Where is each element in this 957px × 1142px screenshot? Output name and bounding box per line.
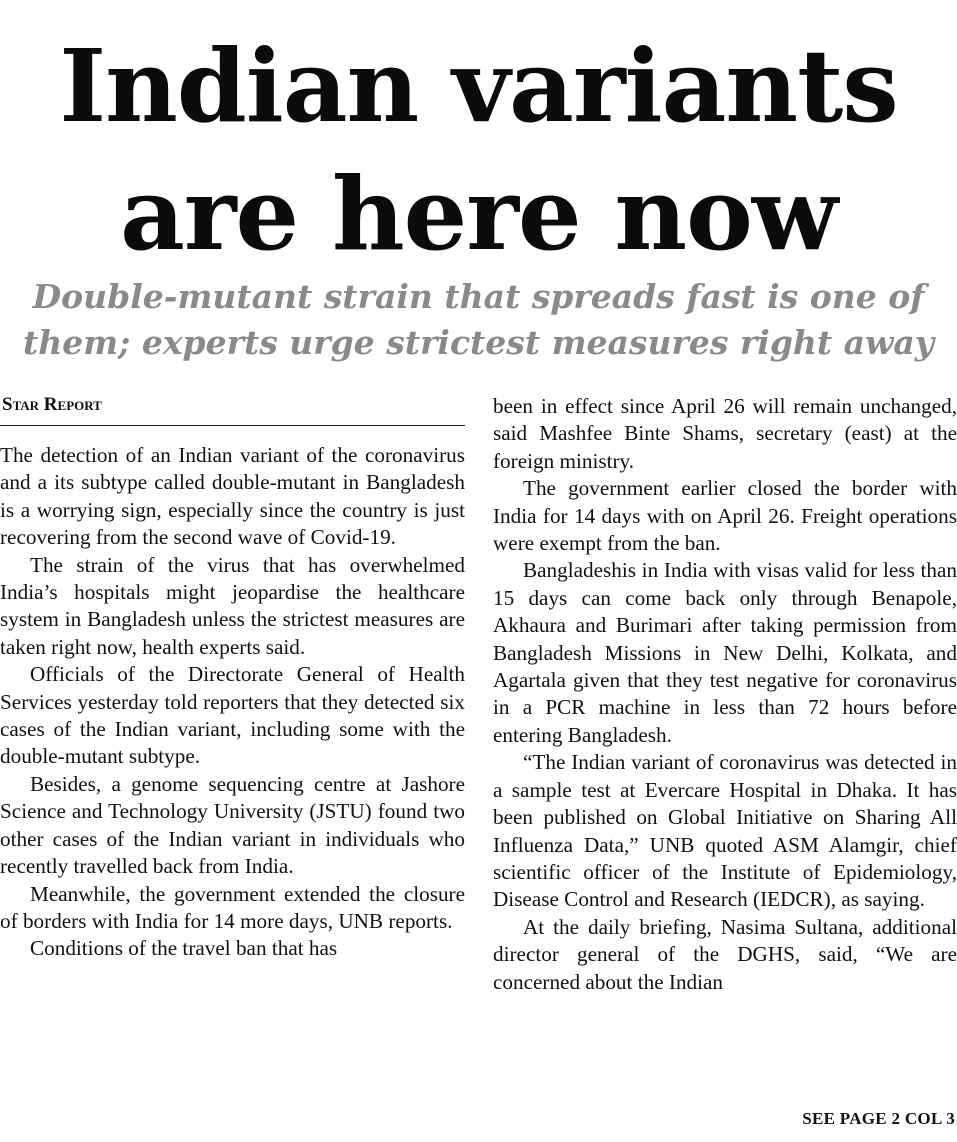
deck-line-2: them; experts urge strictest measures right away bbox=[23, 323, 934, 362]
paragraph: “The Indian variant of coronavirus was detected in a sample test at Evercare Hospital in Dhaka. It has been published on Global Initiative on Sharing All Influenza Data,” UNB quoted ASM Alamgir, chief scientific officer of the Institute of Epidemiology, Disease Control and Research (IEDCR), as saying. bbox=[493, 750, 957, 912]
headline-line-2: are here now bbox=[120, 155, 837, 273]
deck-line-1: Double-mutant strain that spreads fast is one of bbox=[32, 277, 925, 316]
paragraph: Besides, a genome sequencing centre at Jashore Science and Technology University (JSTU) found two other cases of the Indian variant in individuals who recently travelled back from India. bbox=[0, 771, 465, 879]
paragraph: The detection of an Indian variant of the coronavirus and a its subtype called double-mutant in Bangladesh is a worrying sign, especially since the country is just recovering from the second wave of Covid-19. bbox=[0, 443, 465, 550]
paragraph: At the daily briefing, Nasima Sultana, additional director general of the DGHS, said, “We are concerned about the Indian bbox=[493, 914, 957, 994]
headline-line-1: Indian variants bbox=[59, 27, 898, 145]
paragraph: Officials of the Directorate General of Health Services yesterday told reporters that they detected six cases of the Indian variant, including some with the double-mutant subtype. bbox=[0, 662, 465, 769]
paragraph: The strain of the virus that has overwhelmed India’s hospitals might jeopardise the healthcare system in Bangladesh unless the strictest measures are taken right now, health experts said. bbox=[0, 552, 465, 659]
paragraph: Bangladeshis in India with visas valid for less than 15 days can come back only through Benapole, Akhaura and Burimari after taking permission from Bangladesh Missions in New Delhi, Kolkata, and Agartala given that they test negative for coronavirus in a PCR machine in less than 72 hours before entering Bangladesh. bbox=[493, 558, 957, 747]
article-column-1 bbox=[0, 442, 465, 963]
paragraph: Meanwhile, the government extended the closure of borders with India for 14 more days, UNB reports. bbox=[0, 881, 465, 933]
paragraph: Conditions of the travel ban that has bbox=[30, 936, 338, 961]
paragraph: The government earlier closed the border with India for 14 days with on April 26. Freight operations were exempt from the ban. bbox=[493, 476, 957, 556]
byline: Star Report bbox=[2, 394, 102, 415]
paragraph: been in effect since April 26 will remain unchanged, said Mashfee Binte Shams, secretary (east) at the foreign ministry. bbox=[493, 394, 957, 473]
continuation-jump-line[interactable]: SEE PAGE 2 COL 3 bbox=[802, 1109, 955, 1128]
article-column-2 bbox=[493, 393, 957, 996]
byline-rule bbox=[0, 425, 465, 426]
